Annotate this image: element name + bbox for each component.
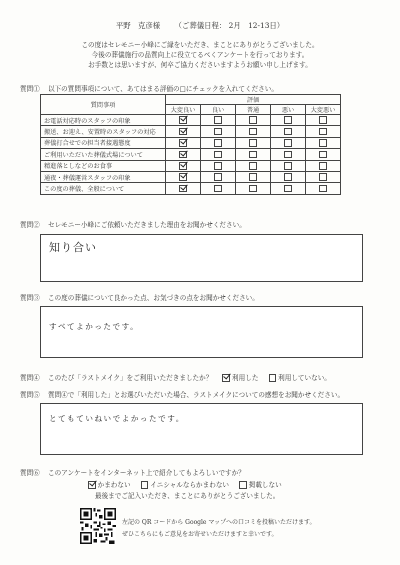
checkbox-icon — [179, 185, 187, 193]
checkbox-icon — [88, 481, 96, 489]
checkbox-icon — [319, 139, 327, 147]
eval-cell[interactable] — [271, 115, 306, 126]
eval-row — [41, 137, 341, 148]
q3-answer-box[interactable] — [40, 306, 363, 358]
q3-answer: すべてよかったです。 — [49, 322, 140, 331]
col-label: 普通 — [236, 105, 271, 115]
footer-line-1: 左記の QR コードから Google マップへの口コミを投稿いただけます。 — [122, 519, 316, 526]
q6-option-label: かまわない — [97, 481, 131, 489]
q2-answer-box[interactable] — [40, 234, 363, 282]
checkbox-icon — [214, 185, 222, 193]
eval-cell[interactable] — [271, 149, 306, 160]
checkbox-icon — [214, 139, 222, 147]
intro-line-3: お手数とは思いますが、何卒ご協力くださいますようお願い申し上げます。 — [88, 61, 312, 69]
eval-cell[interactable] — [271, 126, 306, 137]
q2-answer: 知り合い — [49, 241, 97, 254]
eval-cell[interactable] — [271, 137, 306, 148]
eval-cell[interactable] — [166, 183, 201, 194]
eval-header: 評価 — [166, 95, 341, 105]
qr-code-icon[interactable] — [80, 508, 116, 544]
q5-answer-box[interactable] — [40, 403, 363, 455]
q6-options — [88, 481, 282, 489]
q4-option-used[interactable] — [222, 374, 258, 382]
q2-text: セレモニー小峰にご依頼いただきました理由をお聞かせください。 — [48, 221, 246, 229]
q5-answer: とてもていねいでよかったです。 — [49, 414, 185, 423]
col-label: 大変良い — [166, 105, 201, 115]
checkbox-icon — [269, 374, 277, 382]
eval-cell[interactable] — [236, 160, 271, 171]
checkbox-icon — [214, 128, 222, 136]
eval-cell[interactable] — [236, 149, 271, 160]
eval-cell[interactable] — [166, 115, 201, 126]
checkbox-icon — [214, 173, 222, 181]
checkbox-icon — [319, 185, 327, 193]
eval-cell[interactable] — [271, 160, 306, 171]
checkbox-icon — [179, 128, 187, 136]
eval-row-label: 葬儀打合せでの担当者接遇態度 — [41, 137, 166, 148]
checkbox-icon — [319, 151, 327, 159]
eval-row-label: お電話対応時のスタッフの印象 — [41, 115, 166, 126]
checkbox-icon — [179, 116, 187, 124]
checkbox-icon — [319, 116, 327, 124]
customer-name: 平野 克彦様 — [115, 21, 161, 30]
checkbox-icon — [249, 151, 257, 159]
col-label: 悪い — [271, 105, 306, 115]
checkbox-icon — [141, 481, 149, 489]
eval-row-label: 搬送、お迎え、安置時のスタッフの対応 — [41, 126, 166, 137]
eval-cell[interactable] — [201, 183, 236, 194]
checkbox-icon — [319, 162, 327, 170]
eval-cell[interactable] — [306, 183, 341, 194]
q4-label: 質問④ — [20, 374, 40, 382]
eval-row — [41, 149, 341, 160]
checkbox-icon — [214, 116, 222, 124]
q5-text: 質問④で「利用した」とお選びいただいた場合、ラストメイクについての感想をお聞かせください。 — [48, 391, 345, 399]
q6-option-ok[interactable] — [88, 481, 131, 489]
footer-line-2: ぜひこちらにもご意見をお寄せいただけますと幸いです。 — [122, 531, 278, 538]
checkbox-icon — [249, 139, 257, 147]
eval-cell[interactable] — [166, 171, 201, 182]
q6-option-label: イニシャルならかまわない — [150, 481, 230, 489]
checkbox-icon — [249, 128, 257, 136]
eval-cell[interactable] — [201, 149, 236, 160]
q6-option-no[interactable] — [239, 481, 282, 489]
eval-row-label: 精進落としなどのお食事 — [41, 160, 166, 171]
eval-row — [41, 115, 341, 126]
eval-cell[interactable] — [201, 137, 236, 148]
checkbox-icon — [284, 173, 292, 181]
checkbox-icon — [249, 116, 257, 124]
checkbox-icon — [179, 151, 187, 159]
eval-cell[interactable] — [236, 183, 271, 194]
intro-line-1: この度はセレモニー小峰にご縁をいただき、まことにありがとうございました。 — [81, 41, 319, 49]
eval-cell[interactable] — [201, 160, 236, 171]
eval-cell[interactable] — [236, 137, 271, 148]
eval-cell[interactable] — [166, 126, 201, 137]
eval-row-label: ご利用いただいた葬儀式場について — [41, 149, 166, 160]
checkbox-icon — [319, 128, 327, 136]
q1-text: 以下の質問事項について、あてはまる評価の□にチェックを入れてください。 — [48, 85, 278, 93]
q4-option-label: 利用していない。 — [278, 374, 331, 382]
checkbox-icon — [179, 173, 187, 181]
q3-text: この度の葬儀について良かった点、お気づきの点をお聞かせください。 — [48, 294, 259, 302]
eval-cell[interactable] — [166, 149, 201, 160]
checkbox-icon — [284, 185, 292, 193]
q1-label: 質問① — [20, 85, 40, 93]
checkbox-icon — [319, 173, 327, 181]
eval-cell[interactable] — [201, 115, 236, 126]
checkbox-icon — [249, 185, 257, 193]
checkbox-icon — [284, 151, 292, 159]
q4-text: このたび「ラストメイク」をご利用いただきましたか？ — [48, 374, 213, 382]
q4-line — [48, 374, 331, 382]
evaluation-table — [40, 94, 341, 195]
checkbox-icon — [214, 162, 222, 170]
eval-cell[interactable] — [236, 126, 271, 137]
q6-text: このアンケートをインターネット上で紹介してもよろしいですか？ — [48, 469, 245, 477]
eval-cell[interactable] — [306, 171, 341, 182]
eval-row — [41, 183, 341, 194]
eval-row-label: この度の葬儀、全般について — [41, 183, 166, 194]
q3-label: 質問③ — [20, 294, 40, 302]
checkbox-icon — [222, 374, 230, 382]
q5-label: 質問⑤ — [20, 391, 40, 399]
eval-cell[interactable] — [306, 115, 341, 126]
eval-cell[interactable] — [166, 160, 201, 171]
checkbox-icon — [179, 162, 187, 170]
eval-cell[interactable] — [201, 126, 236, 137]
item-header: 質問事項 — [41, 95, 166, 115]
eval-cell[interactable] — [236, 115, 271, 126]
eval-row — [41, 171, 341, 182]
checkbox-icon — [284, 116, 292, 124]
q6-label: 質問⑥ — [20, 469, 40, 477]
checkbox-icon — [249, 173, 257, 181]
checkbox-icon — [239, 481, 247, 489]
eval-cell[interactable] — [201, 171, 236, 182]
eval-cell[interactable] — [306, 160, 341, 171]
col-label: 大変悪い — [306, 105, 341, 115]
q6-option-initial[interactable] — [141, 481, 229, 489]
q4-option-not-used[interactable] — [269, 374, 331, 382]
page-header — [0, 20, 400, 31]
checkbox-icon — [179, 139, 187, 147]
eval-cell[interactable] — [306, 149, 341, 160]
eval-cell[interactable] — [306, 126, 341, 137]
eval-cell[interactable] — [271, 171, 306, 182]
intro-line-2: 今後の葬儀施行の品質向上に役立てるべくアンケートを行っております。 — [91, 51, 309, 59]
checkbox-icon — [284, 139, 292, 147]
col-label: 良い — [201, 105, 236, 115]
checkbox-icon — [214, 151, 222, 159]
q6-option-label: 掲載しない — [248, 481, 282, 489]
eval-cell[interactable] — [306, 137, 341, 148]
q4-option-label: 利用した — [232, 374, 259, 382]
eval-row — [41, 160, 341, 171]
eval-cell[interactable] — [271, 183, 306, 194]
eval-cell[interactable] — [166, 137, 201, 148]
checkbox-icon — [284, 128, 292, 136]
eval-row-label: 通夜・葬儀運営スタッフの印象 — [41, 171, 166, 182]
closing-text: 最後までご記入いただき、まことにありがとうございました。 — [95, 492, 280, 500]
q2-label: 質問② — [20, 221, 40, 229]
eval-row — [41, 126, 341, 137]
checkbox-icon — [249, 162, 257, 170]
eval-cell[interactable] — [236, 171, 271, 182]
checkbox-icon — [284, 162, 292, 170]
funeral-date: （ご葬儀日程： 2月 12-13日） — [174, 21, 285, 30]
